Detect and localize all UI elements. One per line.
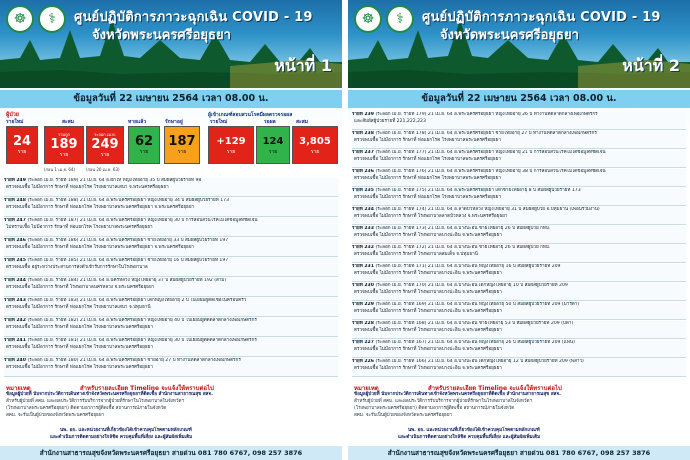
patients-label: ผู้ป่วย <box>6 112 20 118</box>
case-id: รายที่ 240 <box>4 358 26 363</box>
case-id: รายที่ 238 <box>352 131 374 136</box>
case-row <box>352 264 686 282</box>
case-line-2: ตรวจพบเชื้อ ไม่มีอาการ รักษาที่ โรงพยาบาลบางปะอิน จ.พระนครศรีอยุธยา <box>354 289 502 295</box>
waiting-cum-unit: ราย <box>310 149 320 155</box>
waiting-cum-value: 3,805 <box>299 136 331 147</box>
emblem-icon: ☸ <box>354 5 382 33</box>
case-line-2: ตรวจพบเชื้อ ไม่มีอาการ รักษาที่ ห่อแยกโรค โรงพยาบาลพระนครศรีอยุธยา <box>354 194 501 200</box>
case-id: รายที่ 227 <box>352 340 374 345</box>
case-id: รายที่ 239 <box>352 112 374 117</box>
note-line-6: และดำเนินการติดตามอย่างใกล้ชิด ควบคุมพื้นที่เสี่ยง และผู้สัมผัสเพิ่มเติม <box>50 435 193 440</box>
case-id: รายที่ 234 <box>352 207 374 212</box>
case-id: รายที่ 243 <box>4 298 26 303</box>
case-id: รายที่ 237 <box>352 150 374 155</box>
case-details: (ระลอก เม.ย. รายที่ 167) 21 เม.ย. 64 อ.บางปะอิน หญิงไทยอายุ 26 ปี สัมผัสผู้ป่วยรายที่ 209 (แฟน) <box>375 340 575 345</box>
banner-subtitle: จังหวัดพระนครศรีอยุธยา <box>92 28 231 43</box>
date-bar: ข้อมูลวันที่ 22 เมษายน 2564 เวลา 08.00 น. <box>348 90 690 108</box>
case-line-2: และสัมผัสผู้ป่วยรายที่ 221,222,223 <box>354 118 426 124</box>
page-2 <box>348 0 690 460</box>
waiting-pending-unit: ราย <box>268 149 278 155</box>
waiting-title: ผู้เข้าเกณฑ์สอบสวนโรคมีผลตรวจรอผล <box>208 112 293 118</box>
case-row <box>4 198 338 217</box>
case-line-2: ตรวจพบเชื้อ ไม่มีอาการ รักษาที่ โรงพยาบาลลาดบัวหลวง จ.พระนครศรีอยุธยา <box>354 213 508 219</box>
case-row <box>352 340 686 358</box>
waiting-cum-label: สะสม <box>296 119 309 125</box>
case-row <box>352 321 686 339</box>
case-row <box>352 131 686 149</box>
note-line-2: สำหรับผู้ป่วยที่ สคม. และผลประวัติการรับบริการจากผู้ป่วยที่รักษาในโรงพยาบาลในจังหวัดฯ <box>6 399 185 404</box>
case-details: (ระลอก เม.ย. รายที่ 168) 21 เม.ย. 64 อ.บางปะอิน ชายไทยอายุ 53 ปี สัมผัสผู้ป่วยรายที่ 209 (บิดา) <box>375 321 574 326</box>
case-details: (ระลอก เม.ย. รายที่ 182) 21 เม.ย. 64 อ.พระนครศรีอยุธยา หญิงไทยอายุ 40 ปี ไปเยี่ยมผู้ติดตลาดกลางเพื่อเกษตรกร <box>27 318 257 323</box>
case-line-2: ตรวจพบเชื้อ ไม่มีอาการ รักษาที่ โรงพยาบาลบางปะอิน จ.พระนครศรีอยุธยา <box>354 270 502 276</box>
note-line-5: นพ. อธ. และหน่วยงานที่เกี่ยวข้องได้เข้าควบคุมโรคตามหลักเกณฑ์ <box>60 428 192 433</box>
recovered-box <box>128 126 160 164</box>
waiting-new-label: รายใหม่ <box>210 119 228 125</box>
case-row <box>352 188 686 206</box>
case-line-2: ตรวจพบเชื้อ ไม่มีอาการ รักษาที่ โรงพยาบาลบางปะอิน จ.พระนครศรีอยุธยา <box>354 346 502 352</box>
cum-wave-label: ระลอก เม.ย. <box>94 132 116 137</box>
case-line-2: ตรวจพบเชื้อ ไม่มีอาการ รักษาที่ โรงพยาบาลบางปะอิน จ.พระนครศรีอยุธยา <box>354 327 502 333</box>
new-cases-unit: ราย <box>17 149 27 155</box>
waiting-new-value: +129 <box>216 136 246 147</box>
note-line-3: (โรงพยาบาลพระนครศรีอยุธยา) ติดตามอาการผู้ติดเชื้อ สถานการณ์ภายในจังหวัด <box>6 406 167 411</box>
banner-title: ศูนย์ปฏิบัติการภาวะฉุกเฉิน COVID - 19 <box>422 10 661 25</box>
new-cases-box <box>6 126 38 164</box>
case-details: (ระลอก เม.ย. รายที่ 180) 21 เม.ย. 64 อ.พระนครศรีอยุธยา ชายอายุ 27 ปี ทำงานที่ตลาดกลางเพื่อเกษตรกร <box>27 358 241 363</box>
case-details: (ระลอก เม.ย. รายที่ 183) 21 เม.ย. 64 อ.พระนครศรีอยุธยา เด็กหญิงไทยอายุ 2 ปี ไปเยี่ยมผู้ติดเชื้อในครอบครัว <box>27 298 247 303</box>
case-row <box>352 245 686 263</box>
case-row <box>352 112 686 130</box>
case-line-2: ตรวจพบเชื้อ ไม่มีอาการ รักษาที่ โรงพยาบาลนครหลวง จ.พระนครศรีอยุธยา <box>6 284 155 290</box>
note-line-1: ข้อมูลผู้ป่วยที่ นับจากประวัติการเดินทางเข้าจังหวัดพระนครศรีอยุธยาที่ติดเชื้อ สำนักงานสาธารณสุข สสจ. <box>354 392 561 397</box>
cum-before-box <box>44 126 84 164</box>
case-details: (ระลอก เม.ย. รายที่ 178) 21 เม.ย. 64 อ.พระนครศรีอยุธยา ชายไทยอายุ 27 ปี ทำงานที่ตลาดกลางเพื่อเกษตรกร <box>375 131 597 136</box>
banner-title: ศูนย์ปฏิบัติการภาวะฉุกเฉิน COVID - 19 <box>74 10 313 25</box>
case-row <box>352 207 686 225</box>
page-1 <box>0 0 342 460</box>
case-line-2: ตรวจพบเชื้อ ไม่มีอาการ รักษาที่ โรงพยาบาลสมเด็จ จ.ปทุมธานี <box>354 251 478 257</box>
case-id: รายที่ 247 <box>4 218 26 223</box>
footer-hotline: สำนักงานสาธารณสุขจังหวัดพระนครศรีอยุธยา สายด่วน 081 780 6767, 098 257 3876 <box>348 446 690 460</box>
case-row <box>4 338 338 357</box>
treating-unit: ราย <box>177 149 187 155</box>
note-line-5: นพ. อธ. และหน่วยงานที่เกี่ยวข้องได้เข้าควบคุมโรคตามหลักเกณฑ์ <box>408 428 540 433</box>
note-line-4: สคม. จะรับเป็นผู้ป่วยของจังหวัดพระนครศรีอยุธยา <box>354 413 453 418</box>
banner <box>0 0 342 88</box>
waiting-new-box <box>208 126 254 164</box>
case-details: (ระลอก เม.ย. รายที่ 181) 21 เม.ย. 64 อ.พระนครศรีอยุธยา หญิงไทยอายุ 30 ปี ไปเยี่ยมผู้ติดตลาดกลางเพื่อเกษตรกร <box>27 338 257 343</box>
cum-before-value: 189 <box>50 137 78 152</box>
case-details: (ระลอก เม.ย. รายที่ 188) 21 เม.ย. 64 อ.พระนครศรีอยุธยา หญิงไทยอายุ 34 ปี สัมผัสผู้ป่วยรายที่ 173 <box>27 198 229 203</box>
case-row <box>4 238 338 257</box>
case-line-2: ตรวจพบเชื้อ ไม่มีอาการ รักษาที่ ห่อแยกโรค โรงพยาบาลพระนครศรีอยุธยา <box>6 324 153 330</box>
waiting-cum-box <box>292 126 338 164</box>
case-row <box>352 226 686 244</box>
date-bar: ข้อมูลวันที่ 22 เมษายน 2564 เวลา 08.00 น. <box>0 90 342 108</box>
case-id: รายที่ 232 <box>352 245 374 250</box>
cum-before-label: รวมถูก <box>58 132 70 137</box>
banner <box>348 0 690 88</box>
waiting-pending-value: 124 <box>262 136 284 147</box>
case-line-2: ตรวจพบเชื้อ ไม่มีอาการ รักษาที่ ห่อแยกโรค โรงพยาบาลพระนครศรีอยุธยา <box>6 364 153 370</box>
case-line-2: ตรวจพบเชื้อ ไม่มีอาการ รักษาที่ ห่อแยกโรค โรงพยาบาลพระนครศรีอยุธยา <box>354 137 501 143</box>
case-id: รายที่ 248 <box>4 198 26 203</box>
case-id: รายที่ 242 <box>4 318 26 323</box>
case-row <box>4 298 338 317</box>
emblem-icon: ☸ <box>6 5 34 33</box>
case-line-2: ไม่ทราบเชื้อ ไม่มีอาการ รักษาที่ ห่อแยกโรค โรงพยาบาลพระนครศรีอยุธยา <box>6 224 153 230</box>
note-wave: (ก่อน 20 เม.ย. 63) <box>86 167 120 172</box>
case-details: (ระลอก เม.ย. รายที่ 187) 21 เม.ย. 64 อ.พระนครศรีอยุธยา หญิงไทยอายุ 30 ปี การสอบสวนโรคไม่ได้ข้อมูลที่ชัดเจน <box>27 218 258 223</box>
case-row <box>352 283 686 301</box>
note-line-6: และดำเนินการติดตามอย่างใกล้ชิด ควบคุมพื้นที่เสี่ยง และผู้สัมผัสเพิ่มเติม <box>398 435 541 440</box>
case-details: (ระลอก เม.ย. รายที่ 173) 21 เม.ย. 64 อ.บางปะอิน ชายไทยอายุ 26 ปี สัมผัสผู้ป่วย กทม. <box>375 226 551 231</box>
case-id: รายที่ 241 <box>4 338 26 343</box>
note-line-2: สำหรับผู้ป่วยที่ สคม. และผลประวัติการรับบริการจากผู้ป่วยที่รักษาในโรงพยาบาลในจังหวัดฯ <box>354 399 533 404</box>
case-id: รายที่ 228 <box>352 321 374 326</box>
case-id: รายที่ 235 <box>352 188 374 193</box>
case-id: รายที่ 245 <box>4 258 26 263</box>
case-row <box>4 258 338 277</box>
case-row <box>352 359 686 377</box>
case-details: (ระลอก เม.ย. รายที่ 189) 21 เม.ย. 64 อ.ผักไห่ หญิงไทยอายุ 35 ปี สัมผัสผู้ป่วยรายที่ 98 <box>27 178 202 183</box>
cum-wave-box <box>86 126 124 164</box>
case-details: (ระลอก เม.ย. รายที่ 166) 21 เม.ย. 64 อ.บางปะอิน เด็กหญิงไทยอายุ 12 ปี สัมผัสผู้ป่วยรายที่ 209 (พี่สาว) <box>375 359 584 364</box>
case-details: (ระลอก เม.ย. รายที่ 174) 21 เม.ย. 64 อ.ลาดบัวหลวง หญิงไทยอายุ 31 ปี สัมผัสผู้ป่วย จ.ปทุมธานี (เพื่อนร่วมงาน) <box>375 207 600 212</box>
new-cases-value: 24 <box>12 134 32 149</box>
case-details: (ระลอก เม.ย. รายที่ 185) 21 เม.ย. 64 อ.พระนครศรีอยุธยา ชายไทยอายุ 16 ปี สัมผัสผู้ป่วยรายที่ 197 <box>27 258 229 263</box>
case-id: รายที่ 231 <box>352 264 374 269</box>
case-row <box>4 358 338 377</box>
case-row <box>4 318 338 337</box>
moph-logo-icon: ⚕ <box>386 5 414 33</box>
waiting-pending-label: รอผล <box>264 119 276 125</box>
case-id: รายที่ 244 <box>4 278 26 283</box>
case-details: (ระลอก เม.ย. รายที่ 172) 21 เม.ย. 64 อ.บางปะอิน ชายไทยอายุ 26 ปี สัมผัสผู้ป่วย กทม. <box>375 245 551 250</box>
moph-logo-icon: ⚕ <box>38 5 66 33</box>
new-label: รายใหม่ <box>6 119 24 125</box>
case-row <box>4 278 338 297</box>
case-line-2: ตรวจพบเชื้อ ไม่มีอาการ รักษาที่ ห่อแยกโรค โรงพยาบาลเสนา จ.ปทุมธานี <box>6 304 151 310</box>
case-details: (ระลอก เม.ย. รายที่ 171) 21 เม.ย. 64 อ.บางปะอิน หญิงไทยอายุ 16 ปี สัมผัสผู้ป่วยรายที่ 209 <box>375 264 561 269</box>
case-line-2: ตรวจพบเชื้อ ไม่มีอาการ รักษาที่ ห่อแยกโรค โรงพยาบาลพระนครศรีอยุธยา <box>354 156 501 162</box>
case-details: (ระลอก เม.ย. รายที่ 175) 21 เม.ย. 64 อ.พระนครศรีอยุธยา เด็กชายไทยอายุ 8 ปี สัมผัสผู้ป่วยรายที่ 173 <box>375 188 581 193</box>
note-line-1: ข้อมูลผู้ป่วยที่ นับจากประวัติการเดินทางเข้าจังหวัดพระนครศรีอยุธยาที่ติดเชื้อ สำนักงานสาธารณสุข สสจ. <box>6 392 213 397</box>
case-id: รายที่ 236 <box>352 169 374 174</box>
treating-value: 187 <box>168 134 196 149</box>
cum-wave-unit: ราย <box>100 152 110 158</box>
case-line-2: ตรวจพบเชื้อ ไม่มีอาการ รักษาที่ ห่อแยกโรค โรงพยาบาลพระนครศรีอยุธยา จ.พระนครศรีอยุธยา <box>6 204 195 210</box>
case-id: รายที่ 226 <box>352 359 374 364</box>
case-row <box>4 218 338 237</box>
case-line-2: ตรวจพบเชื้อ ไม่มีอาการ รักษาที่ ห่อแยกโรค โรงพยาบาลพระนครศรีอยุธยา จ.พระนครศรีอยุธยา <box>6 244 195 250</box>
waiting-new-unit: ราย <box>226 149 236 155</box>
timeline-note: สำหรับรายละเอียด Timeline จะแจ้งให้ทราบต่อไป <box>80 385 214 392</box>
cumulative-label: สะสม <box>62 119 75 125</box>
case-row <box>352 169 686 187</box>
treating-label: รักษาอยู่ <box>165 119 183 125</box>
case-row <box>352 302 686 320</box>
note-line-4: สคม. จะรับเป็นผู้ป่วยของจังหวัดพระนครศรีอยุธยา <box>6 413 105 418</box>
case-details: (ระลอก เม.ย. รายที่ 169) 21 เม.ย. 64 อ.บางปะอิน หญิงไทยอายุ 50 ปี สัมผัสผู้ป่วยรายที่ 209 (มารดา) <box>375 302 580 307</box>
case-line-2: ตรวจพบเชื้อ ไม่มีอาการ รักษาที่ โรงพยาบาลบางปะอิน จ.พระนครศรีอยุธยา <box>354 308 502 314</box>
case-row <box>4 178 338 197</box>
case-id: รายที่ 249 <box>4 178 26 183</box>
cum-before-unit: ราย <box>59 152 69 158</box>
case-id: รายที่ 229 <box>352 302 374 307</box>
page-number: หน้าที่ 1 <box>274 56 332 75</box>
cum-wave-value: 249 <box>91 137 119 152</box>
case-line-2: ตรวจพบเชื้อ ไม่มีอาการ รักษาที่ ห่อแยกโรค โรงพยาบาลพระนครศรีอยุธยา <box>354 175 501 181</box>
case-line-2: ตรวจพบเชื้อ ไม่มีอาการ รักษาที่ ห่อแยกโรค โรงพยาบาลเสนา จ.พระนครศรีอยุธยา <box>6 184 169 190</box>
recovered-value: 62 <box>134 134 154 149</box>
case-line-2: ตรวจพบเชื้อ อยู่ระหว่างประสานการส่งตัวเข้ารับการรักษาในโรงพยาบาล <box>6 264 148 270</box>
treating-box <box>164 126 200 164</box>
case-details: (ระลอก เม.ย. รายที่ 186) 21 เม.ย. 64 อ.พระนครศรีอยุธยา ชายไทยอายุ 33 ปี สัมผัสผู้ป่วยรายที่ 197 <box>27 238 229 243</box>
case-id: รายที่ 230 <box>352 283 374 288</box>
case-details: (ระลอก เม.ย. รายที่ 177) 21 เม.ย. 64 อ.พระนครศรีอยุธยา หญิงไทยอายุ 21 ปี การสอบสวนโรคไม่ได้ข้อมูลที่ชัดเจน <box>375 150 606 155</box>
footer-hotline: สำนักงานสาธารณสุขจังหวัดพระนครศรีอยุธยา สายด่วน 081 780 6767, 098 257 3876 <box>0 446 342 460</box>
case-details: (ระลอก เม.ย. รายที่ 184) 21 เม.ย. 64 อ.นครหลวง หญิงไทยอายุ 37 ปี สัมผัสผู้ป่วยรายที่ 192 (สามี) <box>27 278 227 283</box>
recovered-label: หายแล้ว <box>128 119 147 125</box>
case-line-2: ตรวจพบเชื้อ ไม่มีอาการ รักษาที่ โรงพยาบาลบางปะอิน จ.พระนครศรีอยุธยา <box>354 365 502 371</box>
recovered-unit: ราย <box>139 149 149 155</box>
page-number: หน้าที่ 2 <box>622 56 680 75</box>
case-details: (ระลอก เม.ย. รายที่ 179) 21 เม.ย. 64 อ.พระนครศรีอยุธยา หญิงไทยอายุ 26 ปี ทำงานที่ตลาดกลางเพื่อเกษตรกร <box>375 112 598 117</box>
note-line-3: (โรงพยาบาลพระนครศรีอยุธยา) ติดตามอาการผู้ติดเชื้อ สถานการณ์ภายในจังหวัด <box>354 406 515 411</box>
case-line-2: ตรวจพบเชื้อ ไม่มีอาการ รักษาที่ ห่อแยกโรค โรงพยาบาลพระนครศรีอยุธยา <box>6 344 153 350</box>
case-details: (ระลอก เม.ย. รายที่ 176) 21 เม.ย. 64 อ.พระนครศรีอยุธยา หญิงไทยอายุ 38 ปี การสอบสวนโรคไม่ได้ข้อมูลที่ชัดเจน <box>375 169 606 174</box>
timeline-note: สำหรับรายละเอียด Timeline จะแจ้งให้ทราบต่อไป <box>428 385 562 392</box>
notes-title: หมายเหตุ <box>6 385 31 392</box>
case-id: รายที่ 246 <box>4 238 26 243</box>
waiting-pending-box <box>256 126 290 164</box>
note-before: (ก่อน 1 เม.ย. 64) <box>44 167 76 172</box>
case-line-2: ตรวจพบเชื้อ ไม่มีอาการ รักษาที่ โรงพยาบาลบางปะอิน จ.พระนครศรีอยุธยา <box>354 232 502 238</box>
notes-title: หมายเหตุ <box>354 385 379 392</box>
case-details: (ระลอก เม.ย. รายที่ 170) 21 เม.ย. 64 อ.บางปะอิน เด็กหญิงไทยอายุ 10 ปี สัมผัสผู้ป่วยรายที่ 209 <box>375 283 568 288</box>
banner-subtitle: จังหวัดพระนครศรีอยุธยา <box>440 28 579 43</box>
case-row <box>352 150 686 168</box>
case-id: รายที่ 233 <box>352 226 374 231</box>
